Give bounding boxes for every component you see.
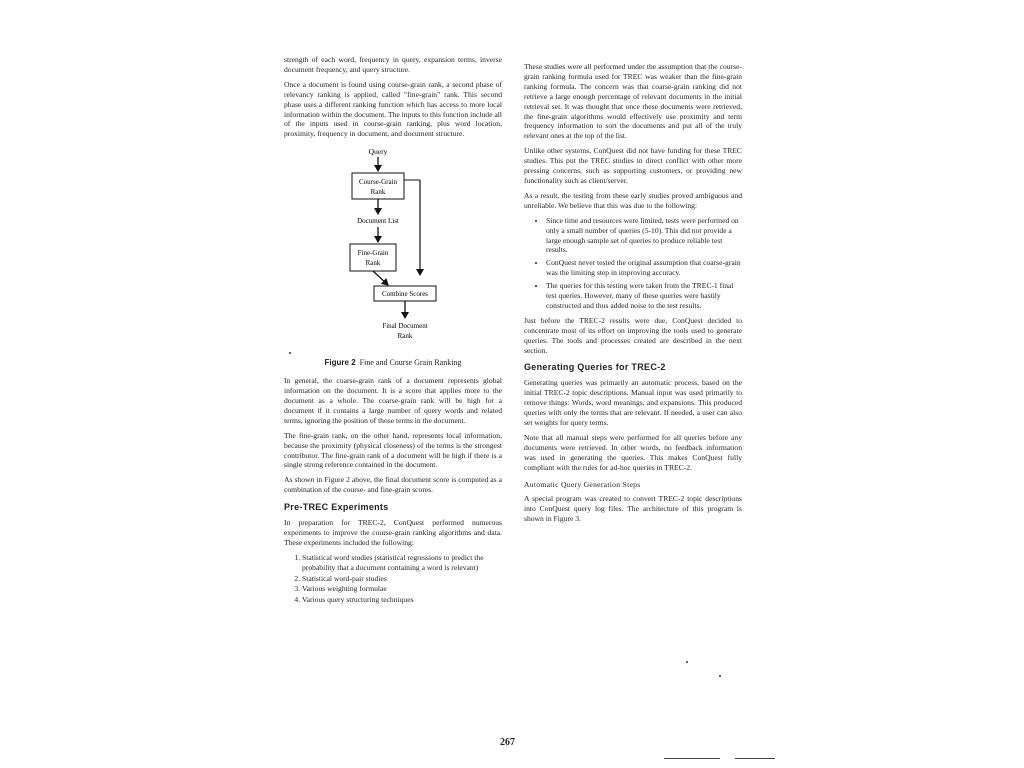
scan-speck [719, 675, 721, 677]
left-column [284, 55, 502, 609]
paragraph: As shown in Figure 2 above, the final document score is computed as a combination of the course- and fine-grain scores. [284, 475, 502, 495]
paragraph: A special program was created to convert TREC-2 topic descriptions into ConQuest query log files. The architecture of this program is shown in Figure 3. [524, 494, 742, 524]
figure-title: Fine and Course Grain Ranking [359, 358, 462, 368]
paragraph: As a result, the testing from these early studies proved ambiguous and unreliable. We believe that this was due to the following: [524, 190, 742, 210]
paragraph: Note that all manual steps were performed for all queries before any documents were retrieved. In other words, no feedback information was used in generating the queries. This makes ConQuest fully compliant with the rules for ad-hoc queries in TREC-2. [524, 432, 742, 472]
query-label: Query [368, 147, 388, 157]
list-item: • Since time and resources were limited, tests were performed on only a small number of queries (5-10). This did not provide a large enough sample set of queries to produce reliable test results. [546, 216, 742, 256]
paragraph: In general, the coarse-grain rank of a document represents global information on the document. It is a score that applies more to the document as a whole. The coarse-grain rank will be high for a document if it contains a large number of query words and related terms, ignoring the position of those terms in the document. [284, 376, 502, 425]
fine-grain-label: Fine-Grain [357, 249, 389, 258]
paragraph: strength of each word, frequency in query, expansion terms, inverse document frequency, and query structure. [284, 55, 502, 74]
figure-caption [284, 358, 502, 368]
paragraph: In preparation for TREC-2, ConQuest performed numerous experiments to improve the course-grain ranking algorithms and data. These experiments included the following: [284, 518, 502, 547]
figure-label: Figure 2 [324, 358, 356, 368]
scan-speck [289, 352, 291, 354]
course-grain-label: Course-Grain [358, 178, 398, 187]
paragraph: Generating queries was primarily an automatic process, based on the initial TREC-2 topic descriptions. Manual input was used primarily to remove things: Words, word meanings, and expansions. This produced queries with only the terms that are relevant. If needed, a user can also set weights for query terms. [524, 378, 742, 427]
final-rank-label: Rank [397, 332, 413, 341]
flow-diagram [284, 144, 502, 356]
paragraph: The fine-grain rank, on the other hand, represents local information, because the proximity (physical closeness) of the terms is the strongest contributor. The fine-grain rank of a document will be high if there is a single strong reference contained in the document. [284, 430, 502, 470]
paragraph: These studies were all performed under the assumption that the course-grain ranking formula used for TREC was weaker than the fine-grain ranking formula. The concern was that coarse-grain ranking did not retrieve a large enough percentage of relevant documents in the initial retrieval set. It was thought that once these documents were retrieved, the fine-grain algorithms would effectively use proximity and term frequency information to sort the documents and put all of the truly relevant ones at the top of the list. [524, 62, 742, 141]
list-item: 4. Various query structuring techniques [302, 595, 502, 605]
list-item: • ConQuest never tested the original assumption that coarse-grain was the limiting step in improving accuracy. [546, 258, 742, 278]
numbered-list [284, 553, 502, 606]
footer-rule [664, 758, 720, 759]
scan-speck [686, 661, 688, 663]
paragraph: Just before the TREC-2 results were due, ConQuest decided to concentrate most of its effort on improving the tools used to generate queries. The tools and processes created are described in the next section. [524, 315, 742, 355]
right-column [524, 62, 742, 529]
course-grain-label: Rank [370, 188, 386, 197]
final-rank-label: Final Document [382, 322, 428, 331]
list-item: 3. Various weighting formulae [302, 584, 502, 594]
figure-2-diagram [284, 144, 502, 356]
subsection-heading: Automatic Query Generation Steps [524, 479, 641, 489]
list-item: 2. Statistical word-pair studies [302, 574, 502, 584]
paragraph: Unlike other systems, ConQuest did not have funding for these TREC studies. This put the TREC studies in direct conflict with other more pressing concerns, such as supporting customers, or providing new functionality such as client/server. [524, 146, 742, 185]
document-list-label: Document List [357, 217, 399, 226]
list-item: • The queries for this testing were taken from the TREC-1 final test queries. However, many of these queries were hastily constructed and thus added noise to the test results. [546, 281, 742, 311]
page-number: 267 [500, 737, 515, 748]
fine-grain-label: Rank [365, 259, 381, 268]
list-item: 1. Statistical word studies (statistical regressions to predict the probability that a document containing a word is relevant) [302, 553, 502, 573]
footer-rule [735, 758, 775, 759]
section-heading: Pre-TREC Experiments [284, 502, 389, 513]
section-heading: Generating Queries for TREC-2 [524, 362, 666, 373]
paragraph: Once a document is found using course-grain rank, a second phase of relevancy ranking is applied, called "fine-grain" rank. This second phase uses a different ranking function which has access to more local information within the document. The inputs to this function include all of the inputs used in course-grain ranking, plus word location, proximity, frequency in document, and document structure. [284, 79, 502, 139]
combine-scores-label: Combine Scores [381, 290, 429, 299]
arrow [373, 271, 388, 285]
bullet-list [524, 216, 742, 311]
